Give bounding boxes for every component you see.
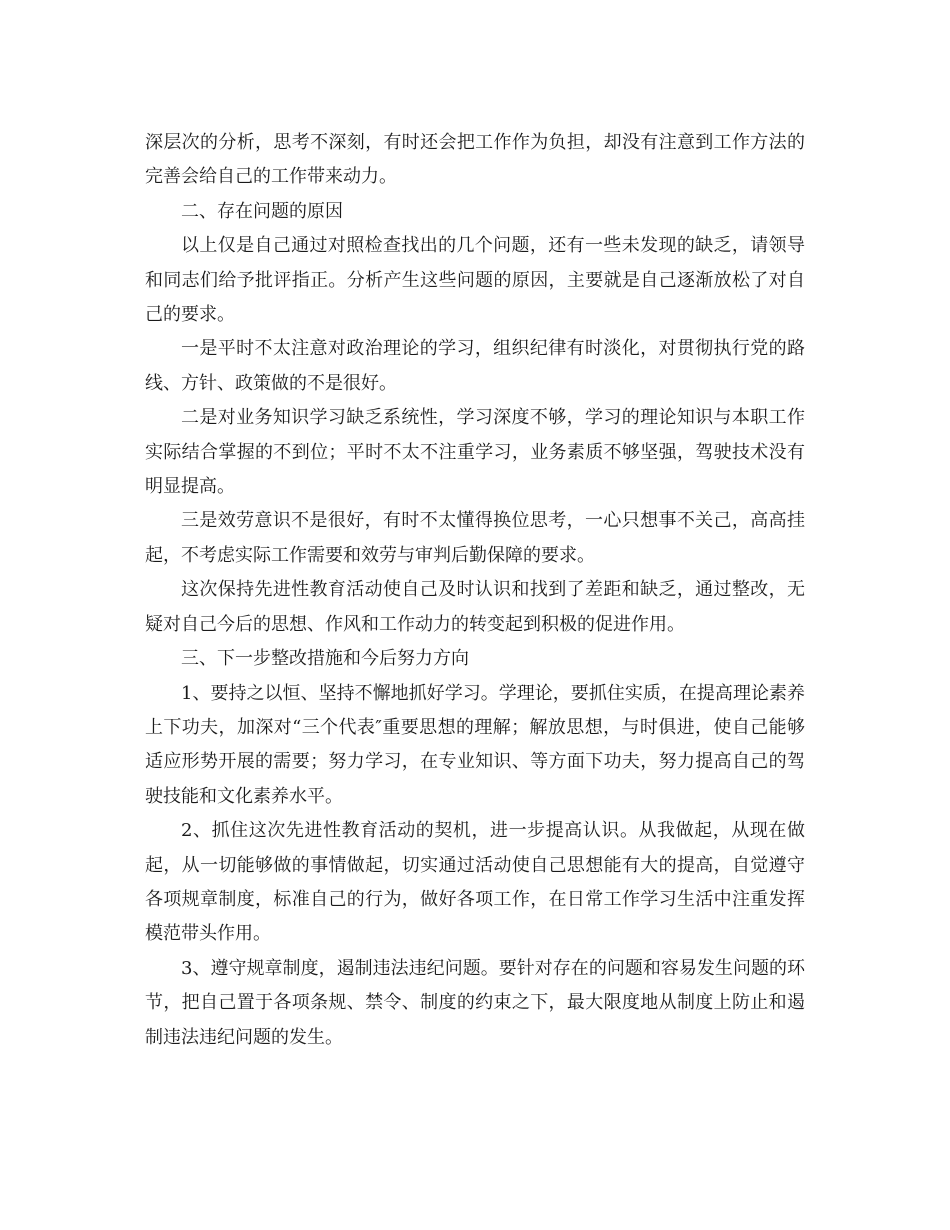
paragraph-continuation: 深层次的分析，思考不深刻，有时还会把工作作为负担，却没有注意到工作方法的完善会给自己的工作带来动力。 <box>145 132 805 188</box>
paragraph-causes-intro: 以上仅是自己通过对照检查找出的几个问题，还有一些未发现的缺乏，请领导和同志们给予批评指正。分析产生这些问题的原因，主要就是自己逐渐放松了对自己的要求。 <box>145 235 805 326</box>
paragraph-measure-two: 2、抓住这次先进性教育活动的契机，进一步提高认识。从我做起，从现在做起，从一切能够做的事情做起，切实通过活动使自己思想能有大的提高，自觉遵守各项规章制度，标准自己的行为，做好各项工作，在日常工作学习生活中注重发挥模范带头作用。 <box>145 820 805 945</box>
paragraph-cause-two: 二是对业务知识学习缺乏系统性，学习深度不够，学习的理论知识与本职工作实际结合掌握的不到位；平时不太不注重学习，业务素质不够坚强，驾驶技术没有明显提高。 <box>145 407 805 498</box>
paragraph-cause-three: 三是效劳意识不是很好，有时不太懂得换位思考，一心只想事不关己，高高挂起，不考虑实际工作需要和效劳与审判后勤保障的要求。 <box>145 510 805 566</box>
paragraph-summary: 这次保持先进性教育活动使自己及时认识和找到了差距和缺乏，通过整改，无疑对自己今后的思想、作风和工作动力的转变起到积极的促进作用。 <box>145 579 805 635</box>
section-heading-measures: 三、下一步整改措施和今后努力方向 <box>181 648 469 670</box>
section-heading-causes: 二、存在问题的原因 <box>181 200 343 222</box>
document-body <box>145 126 805 1055</box>
paragraph-cause-one: 一是平时不太注意对政治理论的学习，组织纪律有时淡化，对贯彻执行党的路线、方针、政策做的不是很好。 <box>145 338 805 394</box>
paragraph-measure-one: 1、要持之以恒、坚持不懈地抓好学习。学理论，要抓住实质，在提高理论素养上下功夫，加深对“三个代表″重要思想的理解；解放思想，与时俱进，使自己能够适应形势开展的需要；努力学习，在专业知识、等方面下功夫，努力提高自己的驾驶技能和文化素养水平。 <box>145 682 805 807</box>
paragraph-measure-three: 3、遵守规章制度，遏制违法违纪问题。要针对存在的问题和容易发生问题的环节，把自己置于各项条规、禁令、制度的约束之下，最大限度地从制度上防止和遏制违法违纪问题的发生。 <box>145 957 805 1048</box>
